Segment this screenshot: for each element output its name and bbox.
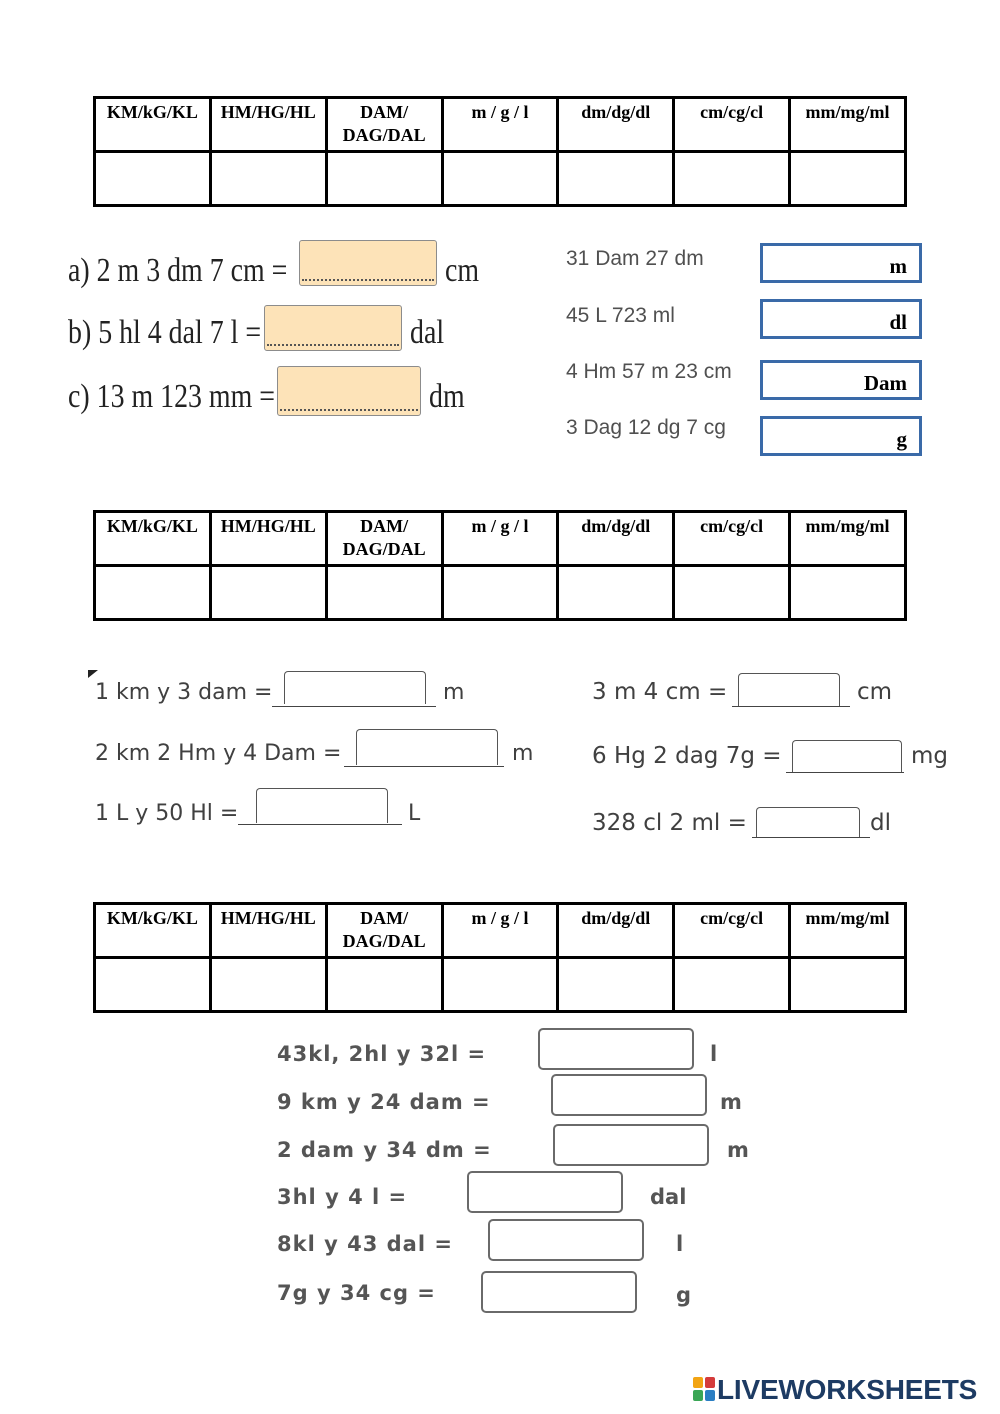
unit-table-3 (93, 902, 907, 1013)
s2-right-unit-1: cm (857, 679, 893, 705)
table-cell[interactable] (95, 566, 211, 620)
header-m: m / g / l (442, 512, 558, 566)
s2-left-unit-1: m (443, 680, 465, 705)
answer-field-s3-5[interactable] (488, 1219, 644, 1261)
header-dm: dm/dg/dl (558, 98, 674, 152)
answer-field-s2-l3[interactable] (256, 788, 388, 823)
answer-underline (752, 837, 870, 838)
unit-table-2 (93, 510, 907, 621)
header-km: KM/kG/KL (95, 98, 211, 152)
answer-underline (272, 706, 436, 707)
corner-mark-icon (88, 670, 98, 678)
answer-field-s2-l2[interactable] (356, 729, 498, 765)
exercise-b-prompt: b) 5 hl 4 dal 7 l = (68, 314, 262, 351)
s3-unit-3: m (727, 1138, 749, 1162)
header-hm: HM/HG/HL (210, 904, 326, 958)
s3-unit-2: m (720, 1090, 742, 1114)
answer-field-b[interactable] (264, 305, 402, 351)
answer-field-right-3[interactable] (760, 360, 922, 400)
header-m: m / g / l (442, 98, 558, 152)
header-cm: cm/cg/cl (674, 512, 790, 566)
s3-prompt-5: 8kl y 43 dal = (277, 1232, 453, 1256)
table-cell[interactable] (674, 566, 790, 620)
header-cm: cm/cg/cl (674, 98, 790, 152)
answer-field-s3-3[interactable] (553, 1124, 709, 1166)
table-cell[interactable] (95, 958, 211, 1012)
table-cell[interactable] (558, 958, 674, 1012)
answer-unit: g (896, 427, 907, 451)
s3-prompt-3: 2 dam y 34 dm = (277, 1138, 492, 1162)
header-dam: DAM/ DAG/DAL (326, 512, 442, 566)
header-dm: dm/dg/dl (558, 904, 674, 958)
table-cell[interactable] (210, 958, 326, 1012)
answer-field-s3-6[interactable] (481, 1271, 637, 1313)
table-cell[interactable] (326, 958, 442, 1012)
liveworksheets-logo (693, 1374, 977, 1406)
s2-right-prompt-2: 6 Hg 2 dag 7g = (592, 743, 782, 769)
exercise-a-prompt: a) 2 m 3 dm 7 cm = (68, 252, 288, 289)
exercise-c-prompt: c) 13 m 123 mm = (68, 378, 275, 415)
s2-right-prompt-3: 328 cl 2 ml = (592, 810, 747, 836)
table-cell[interactable] (790, 566, 906, 620)
s2-left-prompt-3: 1 L y 50 Hl = (95, 801, 239, 826)
right-prompt-3: 4 Hm 57 m 23 cm (566, 360, 732, 383)
answer-field-s2-r3[interactable] (756, 807, 860, 838)
answer-underline (732, 706, 850, 707)
table-cell[interactable] (210, 152, 326, 206)
s3-unit-4: dal (650, 1185, 687, 1209)
s2-right-unit-3: dl (870, 810, 891, 836)
s2-left-unit-3: L (408, 801, 421, 826)
table-cell[interactable] (95, 152, 211, 206)
answer-field-s3-1[interactable] (538, 1028, 694, 1070)
header-km: KM/kG/KL (95, 512, 211, 566)
header-dm: dm/dg/dl (558, 512, 674, 566)
right-prompt-1: 31 Dam 27 dm (566, 247, 704, 270)
table-cell[interactable] (558, 152, 674, 206)
s2-right-unit-2: mg (911, 743, 949, 769)
header-hm: HM/HG/HL (210, 512, 326, 566)
answer-unit: m (889, 254, 907, 278)
table-cell[interactable] (442, 566, 558, 620)
table-cell[interactable] (210, 566, 326, 620)
answer-unit: dl (889, 310, 907, 334)
right-prompt-4: 3 Dag 12 dg 7 cg (566, 416, 726, 439)
answer-underline (786, 772, 904, 773)
answer-field-s2-r1[interactable] (738, 673, 840, 706)
logo-grid-icon (693, 1377, 715, 1401)
header-hm: HM/HG/HL (210, 98, 326, 152)
unit-table-1 (93, 96, 907, 207)
table-cell[interactable] (442, 152, 558, 206)
table-cell[interactable] (790, 152, 906, 206)
s3-unit-1: l (710, 1042, 718, 1066)
answer-field-right-1[interactable] (760, 243, 922, 283)
table-cell[interactable] (674, 958, 790, 1012)
answer-field-s3-4[interactable] (467, 1171, 623, 1213)
table-cell[interactable] (326, 566, 442, 620)
answer-field-c[interactable] (277, 366, 421, 416)
header-dam: DAM/ DAG/DAL (326, 98, 442, 152)
table-cell[interactable] (326, 152, 442, 206)
header-m: m / g / l (442, 904, 558, 958)
s3-unit-5: l (676, 1232, 684, 1256)
answer-underline (238, 824, 402, 825)
answer-underline (344, 766, 504, 767)
s2-left-unit-2: m (512, 741, 534, 766)
table-cell[interactable] (442, 958, 558, 1012)
table-cell[interactable] (674, 152, 790, 206)
answer-field-right-2[interactable] (760, 299, 922, 339)
exercise-c-unit: dm (429, 378, 465, 415)
answer-field-s2-r2[interactable] (792, 740, 902, 772)
logo-text: LIVEWORKSHEETS (717, 1374, 978, 1405)
answer-field-right-4[interactable] (760, 416, 922, 456)
answer-unit: Dam (863, 371, 907, 395)
s3-prompt-2: 9 km y 24 dam = (277, 1090, 491, 1114)
s2-left-prompt-1: 1 km y 3 dam = (95, 680, 273, 705)
right-prompt-2: 45 L 723 ml (566, 304, 675, 327)
header-dam: DAM/ DAG/DAL (326, 904, 442, 958)
header-mm: mm/mg/ml (790, 904, 906, 958)
header-cm: cm/cg/cl (674, 904, 790, 958)
header-mm: mm/mg/ml (790, 512, 906, 566)
s3-prompt-1: 43kl, 2hl y 32l = (277, 1042, 487, 1066)
exercise-b-unit: dal (410, 314, 445, 351)
header-mm: mm/mg/ml (790, 98, 906, 152)
header-km: KM/kG/KL (95, 904, 211, 958)
answer-field-s2-l1[interactable] (284, 671, 426, 704)
s2-left-prompt-2: 2 km 2 Hm y 4 Dam = (95, 741, 342, 766)
s3-prompt-4: 3hl y 4 l = (277, 1185, 408, 1209)
s2-right-prompt-1: 3 m 4 cm = (592, 679, 728, 705)
table-cell[interactable] (558, 566, 674, 620)
answer-field-s3-2[interactable] (551, 1074, 707, 1116)
s3-prompt-6: 7g y 34 cg = (277, 1281, 436, 1305)
table-cell[interactable] (790, 958, 906, 1012)
exercise-a-unit: cm (445, 252, 480, 289)
s3-unit-6: g (676, 1283, 692, 1307)
answer-field-a[interactable] (299, 240, 437, 286)
